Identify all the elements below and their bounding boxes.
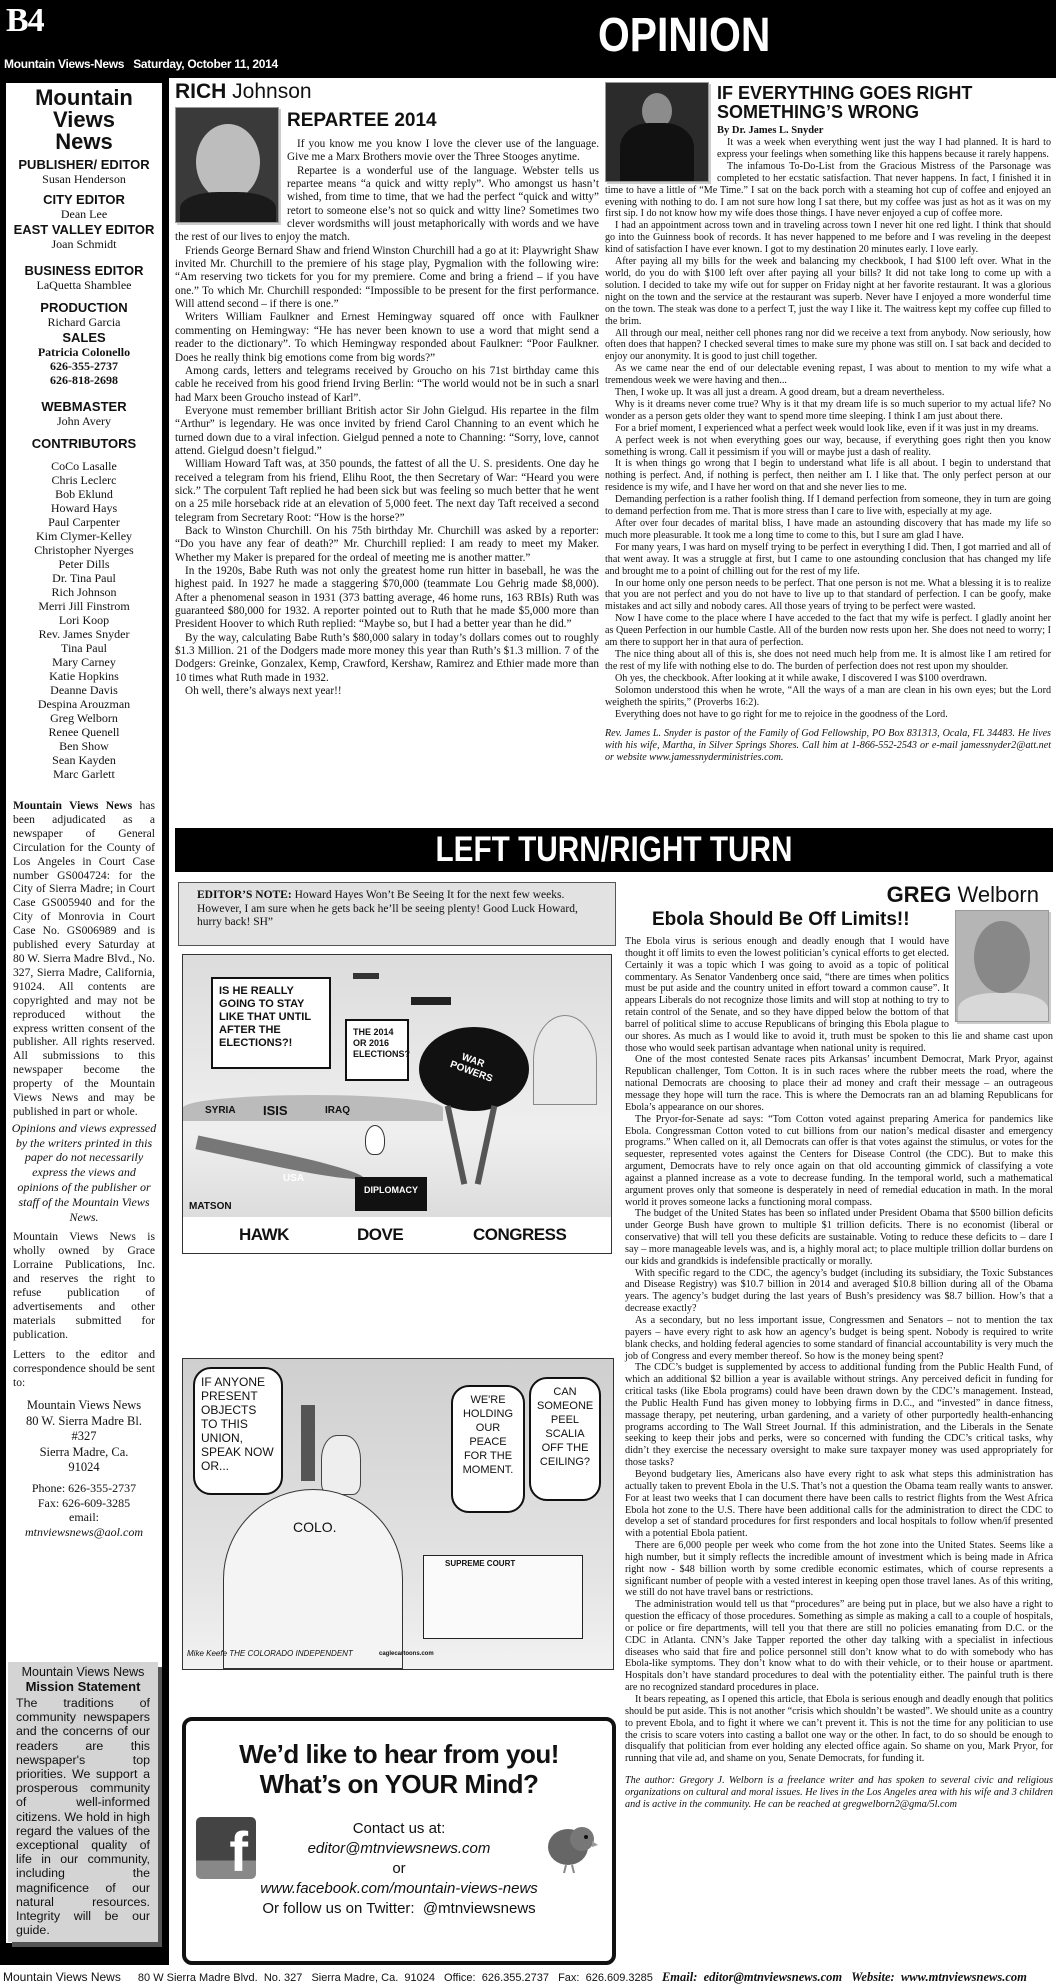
article-paragraph: The budget of the United States has been so inflated under President Obama that $500 billion deficits under George Bush have grown to multiple $1 trillion deficits. There is no economist (liberal or conservative) that will tell you these deficits are sustainable. Voting to reduce these deficits to – dare I say – more manageable levels was, and is, a highly moral act; to place multiple trillion dollar burdens on our kids and grandkids is indefensible practically or morally.: [625, 1208, 1053, 1267]
page-footer: [0, 1968, 1056, 1986]
contributor-name: CoCo Lasalle: [51, 459, 117, 473]
hawk-missile: [195, 1135, 364, 1184]
address-line: 91024: [68, 1460, 100, 1475]
map-label: SYRIA: [205, 1105, 236, 1116]
staff-name: John Avery: [56, 414, 112, 428]
article-paragraph: Back to Winston Churchill. On his 75th birthday Mr. Churchill was asked by a reporter: “Do you have any fear of death?” Mr. Churchill replied: I am ready to meet my Maker. Whether my Maker is prepared for the ordeal of meeting me is another matter.”: [175, 524, 599, 564]
fighter-jet-icon: [353, 973, 379, 979]
page-number: B4: [6, 2, 44, 39]
mission-statement: [8, 1662, 158, 1942]
section-banner: [175, 828, 1053, 872]
contributor-name: Peter Dills: [58, 557, 110, 571]
staff-name: LaQuetta Shamblee: [36, 278, 132, 292]
address-line: Mountain Views News: [26, 1398, 142, 1413]
mission-body: The traditions of community newspapers and the concerns of our readers are this newspaper's top priorities. We support a prosperous community of well-informed citizens. We hold in high regard the values of the exceptional quality of life in our community, including the magnificence of our natural resources. Integrity will be our guide.: [16, 1696, 150, 1938]
article-paragraph: If you know me you know I love the clever use of the language. Give me a Marx Brothers movie over the Three Stooges anytime.: [287, 138, 599, 164]
banner-text: LEFT TURN/RIGHT TURN: [435, 830, 793, 869]
facebook-icon[interactable]: f: [196, 1817, 256, 1879]
dove-icon: [365, 1125, 385, 1155]
map-label: ISIS: [263, 1103, 288, 1118]
article-paragraph: Repartee is a wonderful use of the language. Webster tells us repartee means “a quick and witty reply”. Who amongst us hasn’t wished, from time to time, that we had the perfect “quick and witty” retort to someone else’s not so quick and witty line? Sometimes two clever wordsmiths will joust metaphorically with words and we have the rest of our lives to enjoy the match.: [175, 164, 599, 244]
author-photo: [955, 910, 1049, 1022]
diplomacy-briefcase: DIPLOMACY: [355, 1177, 427, 1211]
byline-first: GREG: [886, 882, 952, 907]
article-paragraph: The CDC’s budget is supplemented by access to additional funding from the Public Health Fund, of which an additional $2 billion a year is available without strings. Any perceived deficit in funding for critical tasks (like Ebola programs) could have been drawn down by the CDC’s management. Instead, the Public Health Fund has given money to lobbying firms in D.C., and “invested” in dance fitness, massage therapy, pet neutering, urban gardening, and a variety of other purportedly health-enhancing programs according to The Wall Street Journal. If this administration, and the Liberals in the Senate seeking to keep their jobs and perks, were so concerned with funding the CDC’s critical tasks, why didn’t they exercise the necessary oversight to make sure taxpayer money was used appropriately for those tasks?: [625, 1362, 1053, 1469]
author-byline: By Dr. James L. Snyder: [717, 125, 824, 136]
article-paragraph: A perfect week is not when everything goes our way, because, if everything goes right then you know something is wrong. Call it pessimism if you will or maybe just a dash of reality.: [605, 434, 1051, 458]
contributor-name: Sean Kayden: [52, 753, 116, 767]
article-paragraph: The Ebola virus is serious enough and deadly enough that I would have thought it off limits to even the lowest politician’s cynical efforts to get elected. Certainly it was a topic which I was going to avoid as a topic of political commentary. As Senator Vandenberg once said, “there are times when politics must be put aside and the country united in effort toward a common cause”. It appears Liberals do not recognize those limits and will stop at nothing to try to retain control of the Senate, and so they have dipped below the bottom of that barrel of political slime to accuse Republicans of bringing this Ebola plague to our shores. As much as I would like to avoid it, truth must be spoken to this lie and shame cast upon those who would seek partisan advantage when national unity is required.: [625, 936, 1053, 1054]
fighter-jet-icon: [411, 997, 451, 1005]
staff-east-valley-editor: [10, 222, 158, 251]
address-line: Sierra Madre, Ca.: [39, 1444, 129, 1459]
caption-dove: DOVE: [357, 1225, 404, 1244]
byline-last: Welborn: [951, 882, 1039, 907]
contributor-name: Paul Carpenter: [48, 515, 120, 529]
editorial-cartoon-hawk-dove-congress: [182, 954, 612, 1254]
phone-number: Phone: 626-355-2737: [31, 1481, 137, 1496]
caption-congress: CONGRESS: [473, 1225, 567, 1244]
article-title: Ebola Should Be Off Limits!!: [652, 909, 910, 930]
contact-subheadline: What’s on YOUR Mind?: [259, 1769, 539, 1799]
staff-publisher: [10, 157, 158, 186]
contributor-name: Kim Clymer-Kelley: [35, 529, 133, 543]
article-paragraph: It was a week when everything went just the way I had planned. It is hard to express your feelings when something like this happens because it rarely happens.: [717, 137, 1051, 160]
contact-info: [10, 1481, 158, 1539]
caption-hawk: HAWK: [239, 1225, 289, 1244]
address-line: 80 W. Sierra Madre Bl.: [26, 1413, 142, 1428]
contributor-name: Christopher Nyerges: [34, 543, 134, 557]
cartoonist-signature: Mike Keefe THE COLORADO INDEPENDENT: [187, 1649, 353, 1658]
article-paragraph: Beyond budgetary lies, Americans also have every right to ask what steps this administration has actually taken to prevent Ebola in the U.S. That’s not a question the Obama team really wants to answer. For at least two weeks that I can document there have been calls to restrict flights from the West Africa Ebola hot zone to the U.S. There have been additional calls for the administration to direct the CDC to develop a set of standard procedures for first responders and local hospitals to follow when/if presented with a potential Ebola patient.: [625, 1468, 1053, 1540]
byline-last: Johnson: [226, 80, 312, 103]
staff-role: BUSINESS EDITOR: [24, 263, 144, 278]
ostrich-leg: [445, 1105, 468, 1184]
article-paragraph: The administration would tell us that “procedures” are being put in place, but we also have a right to question the efficacy of those procedures. Something as simple as making a call to a couple of hospitals, or police or fire departments, will tell you that there are still no policies emanating from D.C. or the CDC in Atlanta. CNN’s Jake Tapper reported the other day talking with a specialist in infectious diseases who said that fire and police personnel still don’t know what to do with somebody who has Ebola-like symptoms. They don’t know what to do with their vehicle, or to their house or apartment. Hospitals don’t have standard procedures to deal with the potentiality either. The painful truth is there are no recognized standard procedures in place.: [625, 1599, 1053, 1694]
contributor-name: Merri Jill Finstrom: [38, 599, 130, 613]
footer-address: 80 W Sierra Madre Blvd. No. 327: [137, 1972, 303, 1984]
article-paragraph: Everything does not have to go right for me to rejoice in the goodness of the Lord.: [615, 708, 948, 720]
footer-paper-name: Mountain Views News: [3, 1970, 121, 1984]
editorial-cartoon-supreme-court: [182, 1358, 614, 1670]
staff-role: PUBLISHER/ EDITOR: [18, 157, 150, 172]
contributors-heading: CONTRIBUTORS: [31, 436, 137, 451]
editors-note-text: Howard Hayes Won’t Be Seeing It for the next few weeks. However, I am sure when he gets back he’ll be seeing plenty! Good Luck Howard, hurry back! SH”: [197, 889, 578, 928]
article-body: [605, 137, 1051, 720]
article-paragraph: Among cards, letters and telegrams received by Groucho on his 71st birthday came this cable he received from his good friend Irving Berlin: “The world would not be in such a snarl had Marx been Groucho instead of Karl”.: [175, 364, 599, 404]
footer-fax: Fax: 626.609.3285: [558, 1972, 653, 1984]
article-paragraph: Then, I woke up. It was all just a dream. A good dream, but a dream nevertheless.: [615, 387, 945, 399]
footer-city: Sierra Madre, Ca. 91024: [311, 1972, 435, 1984]
author-bio: The author: Gregory J. Welborn is a freelance writer and has spoken to several civic and religious organizations on cultural and moral issues. He lives in the Los Angeles area with his wife and 3 children and is active in the community. He can be reached at gregwelborn2@gma/5l.com: [625, 1775, 1053, 1811]
article-paragraph: With specific regard to the CDC, the agency’s budget (including its subsidiary, the Toxic Substances and Disease Registry) was $10.7 billion in 2014 and averaged $10.8 billion during all of the Obama years. The agency’s budget during the last years of Bush’s presidency was $8.7 billion. How’s that a decrease exactly?: [625, 1267, 1053, 1315]
dateline: Mountain Views-News Saturday, October 11, 2014: [4, 57, 278, 71]
article-paragraph: Demanding perfection is a rather foolish thing. If I demand perfection from someone, they in turn are going to demand perfection from me. That is more stress than I care to live with, especially at my age.: [605, 494, 1051, 518]
contact-email-link[interactable]: editor@mtnviewsnews.com: [307, 1840, 491, 1857]
staff-phone: 626-818-2698: [50, 373, 118, 387]
staff-role: EAST VALLEY EDITOR: [13, 222, 155, 237]
contributor-name: Lori Koop: [58, 613, 110, 627]
contributor-name: Rev. James Snyder: [38, 627, 130, 641]
legal-text: has been adjudicated as a newspaper of General Circulation for the County of Los Angeles in Court Case number GS004724: for the City of Sierra Madre; in Court Case GS005940 and for the City of Monrovia in Court Case No. GS006989 and is published every Saturday at 80 W. Sierra Madre Blvd., No. 327, Sierra Madre, California, 91024. All contents are copyrighted and may not be reproduced without the express written consent of the publisher. All rights reserved. All submissions to this newspaper become the property of the Mountain Views News and may be published in part or whole.: [13, 799, 156, 1118]
paper-name-line: News: [55, 129, 113, 154]
contributor-name: Mary Carney: [52, 655, 116, 669]
article-paragraph: For many years, I was hard on myself trying to be perfect in everything I did. Then, I got married and all of that went away. It was a struggle at first, but I came to one astounding conclusion that has changed my life and brought me to a point of chilling out for the rest of my life.: [605, 541, 1051, 577]
ostrich-leg: [475, 1105, 498, 1184]
author-bio: Rev. James L. Snyder is pastor of the Family of God Fellowship, PO Box 831313, Ocala, FL 34483. He lives with his wife, Martha, in Silver Springs Shores. Call him at 1-866-552-2543 or e-mail jamessnyder2@att.net or website www.jamessnyderministries.com.: [605, 728, 1051, 764]
twitter-line[interactable]: Or follow us on Twitter: @mtnviewsnews: [262, 1900, 536, 1917]
missile-label: USA: [283, 1173, 305, 1184]
article-paragraph: Solomon understood this when he wrote, “All the ways of a man are clean in his own eyes; but the Lord weigheth the spirits,” (Proverbs 16:2).: [605, 684, 1051, 708]
staff-name: Patricia Colonello: [37, 345, 131, 359]
map-label: IRAQ: [325, 1105, 350, 1116]
officiant-figure: [301, 1405, 315, 1481]
article-paragraph: It is when things go wrong that I begin to understand what life is all about. I begin to understand that nothing is perfect. And, if nothing is perfect, then neither am I. I like that. The only perfect person at our residence is my wife, and I have her word on that and she never lies to me.: [605, 458, 1051, 494]
mission-subtitle: Mission Statement: [25, 1679, 141, 1694]
article-paragraph: The infamous To-Do-List from the Gracious Mistress of the Parsonage was completed to her ecstatic satisfaction. That never happens. In fact, I finished it in time to have a little of “Me Time.” I sat on the back porch with a steaming hot cup of coffee and enjoyed an evening with nothing to do. I am not sure how long I sat there, but my coffee was just as hot as it was on my first sip. I do not know how my wife does those things. I have never enjoyed a cup of coffee more.: [605, 160, 1051, 220]
contributor-name: Marc Garlett: [53, 767, 115, 781]
author-photo: [175, 107, 279, 223]
mailing-address: [10, 1398, 158, 1475]
cartoonist-signature: MATSON: [189, 1201, 232, 1212]
editors-note-label: EDITOR’S NOTE:: [197, 889, 292, 901]
staff-sales: [10, 330, 158, 387]
twitter-bird-icon[interactable]: [542, 1817, 598, 1875]
contributor-name: Bob Eklund: [55, 487, 113, 501]
fax-number: Fax: 626-609-3285: [37, 1495, 131, 1510]
speech-bubble: THE 2014 OR 2016 ELECTIONS?: [345, 1019, 409, 1081]
mountain-label: COLO.: [293, 1519, 337, 1535]
speech-bubble: IS HE REALLY GOING TO STAY LIKE THAT UNTIL AFTER THE ELECTIONS?!: [211, 977, 331, 1069]
contributor-name: Rich Johnson: [51, 585, 117, 599]
article-paragraph: The nice thing about all of this is, she does not need much help from me. It is almost like I am retired for the rest of my life with nothing else to do. The burden of perfection does not rest upon my shoulder.: [605, 648, 1051, 672]
address-line: #327: [71, 1429, 97, 1444]
speech-bubble: CAN SOMEONE PEEL SCALIA OFF THE CEILING?: [529, 1377, 601, 1501]
brides-figures: [321, 1435, 361, 1495]
staff-role: SALES: [62, 330, 106, 345]
contributor-name: Despina Arouzman: [37, 697, 131, 711]
staff-name: Richard Garcia: [47, 315, 121, 329]
column-byline: [625, 882, 1053, 908]
contributor-name: Chris Leclerc: [51, 473, 117, 487]
footer-email[interactable]: Email: editor@mtnviewsnews.com: [661, 1970, 843, 1984]
staff-role: WEBMASTER: [41, 399, 127, 414]
contributor-name: Ben Show: [59, 739, 109, 753]
facebook-link[interactable]: www.facebook.com/mountain-views-news: [260, 1880, 538, 1897]
contributor-name: Katie Hopkins: [49, 669, 119, 683]
article-paragraph: One of the most contested Senate races pits Arkansas’ incumbent Democrat, Mark Pryor, against Republican challenger, Tom Cotton. It is in such races where the rubber meets the road, where the national Democrats are choosing to place their ad money and craft their message – an outrageous message they hope will turn the race. This is where the Democrats ran an ad blaming Republicans for Ebola’s appearance on our shores.: [625, 1054, 1053, 1113]
footer-website[interactable]: Website: www.mtnviewsnews.com: [851, 1970, 1027, 1984]
legal-notice: [10, 799, 158, 1119]
contact-us-box: [182, 1717, 616, 1965]
masthead: [0, 0, 1056, 78]
staff-business-editor: [10, 263, 158, 292]
article-paragraph: William Howard Taft was, at 350 pounds, the fattest of all the U. S. presidents. One day he received a telegram from his friend, Elihu Root, the then Secretary of War: “Heard you were sick.” The corpulent Taft replied he had been sick but was feeling so much better that he went on a 25 mile horseback ride at an elevation of 5,000 feet. The next day Taft received a second telegram from Secretary Root: “How is the horse?”: [175, 458, 599, 524]
footer-office-phone: Office: 626.355.2737: [444, 1972, 550, 1984]
greg-welborn-column: [625, 882, 1053, 1811]
article-paragraph: The Pryor-for-Senate ad says: “Tom Cotton voted against preparing America for pandemics like Ebola. Congressman Cotton voted to cut billions from our nation’s medical disaster and emergency programs.” When called on it, all Democrats can offer is that votes against the stimulus, or votes for the sequester, represented votes against the Centers for Disease Control (the CDC). But to make this argument, Democrats have to rely once again on that old accounting gimmick of classifying a vote against a planned increase as a vote to decrease funding. In the temporal world, such a mathematical argument proves only that someone is desperately in need of remedial education in math. In the moral world it proves someone lacks a functioning moral compass.: [625, 1113, 1053, 1208]
staff-phone: 626-355-2737: [50, 359, 118, 373]
section-title: OPINION: [598, 9, 771, 62]
rich-johnson-column: [175, 80, 599, 698]
letters-notice: Letters to the editor and correspondence should be sent to:: [13, 1348, 155, 1390]
contact-or: or: [392, 1860, 406, 1877]
article-paragraph: I had an appointment across town and in traveling across town I never hit one red light. I think that should go into the Guinness book of records. It has never happened to me before and I was reveling in the deepest kind of satisfaction I have ever known. I got to my destination 20 minutes early. I love early.: [605, 220, 1051, 256]
staff-city-editor: [10, 192, 158, 221]
building-label: SUPREME COURT: [445, 1559, 516, 1568]
author-photo: [605, 82, 709, 182]
contributors-list: [10, 459, 158, 781]
cartoon-credit: caglecartoons.com: [379, 1651, 434, 1657]
column-byline: [175, 80, 599, 104]
snyder-column: [605, 82, 1051, 764]
contributor-name: Greg Welborn: [50, 711, 118, 725]
article-paragraph: In the 1920s, Babe Ruth was not only the greatest home run hitter in baseball, he was the highest paid. In 1927 he made a staggering $70,000 (teammate Lou Gehrig made $8,000). After a phenomenal season in 1931 (373 batting average, 46 home runs, 163 RBIs) Ruth was guaranteed $80,000 for 1932. A reporter pointed out to Ruth that he made $5,000 more than President Hoover to which Ruth replied: “Maybe so, but I had a better year than he did.”: [175, 565, 599, 631]
article-paragraph: For a brief moment, I experienced what a perfect week would look like, even if it was just in my dreams.: [615, 422, 1039, 434]
article-title: REPARTEE 2014: [287, 110, 437, 131]
staff-role: PRODUCTION: [40, 300, 128, 315]
contributor-name: Howard Hays: [50, 501, 118, 515]
speech-bubble: WE'RE HOLDING OUR PEACE FOR THE MOMENT.: [451, 1385, 525, 1513]
article-paragraph: Friends George Bernard Shaw and friend Winston Churchill had a go at it: Playwright Shaw invited Mr. Churchill to the premiere of his stage play, Pygmalion with the following wire: “Am reserving two tickets for you for my premiere. Come and bring a friend – if you have one.” To which Mr. Churchill responded: “Impossible to be present for the first performance. Will attend second – if there is one.”: [175, 244, 599, 311]
paper-name: [10, 87, 158, 153]
contributor-name: Dr. Tina Paul: [52, 571, 116, 585]
speech-bubble: IF ANYONE PRESENT OBJECTS TO THIS UNION, SPEAK NOW OR...: [193, 1367, 283, 1495]
article-paragraph: As we came near the end of our delectable evening repast, I was about to mention to my wife what a tremendous week we were having and then...: [605, 363, 1051, 387]
staff-production: [10, 300, 158, 329]
article-paragraph: Why is it dreams never come true? Why is it that my dream life is so much superior to my actual life? No wonder as a person gets older they want to spend more time sleeping. I think I am just about there.: [605, 398, 1051, 422]
staff-name: Susan Henderson: [42, 172, 126, 186]
mission-title: Mountain Views News: [21, 1665, 145, 1679]
paper-name-line: Views: [53, 107, 115, 132]
article-paragraph: All through our meal, neither cell phones rang nor did we receive a text from anybody. Now seriously, how often does that happen? I checked several times to make sure my phone was still on. I sat back and decided to enjoy our anonymity. It is good to just chill together.: [605, 327, 1051, 363]
contact-headline: We’d like to hear from you!: [239, 1739, 559, 1769]
article-paragraph: After paying all my bills for the week and balancing my checkbook, I had $100 left over. What in the world, do you do with $100 left over after paying all your bills? It did not take long to come up with a solution. I decided to take my wife out for supper on Friday night at her favorite restaurant. It was a glorious night on the town and the service at the restaurant was superb. Never have I enjoyed a more wonderful time on the town. The steak was done to a perfect T, just the way I like it. The waitress kept my coffee cup filled to the brim.: [605, 256, 1051, 327]
paper-name-line: Mountain: [35, 85, 133, 110]
article-paragraph: There are 6,000 people per week who come from the hot zone into the United States. Seems like a high number, but it simply reflects the incredible amount of investment which is being made in Africa right now - $48 billion worth by some credible economic estimates, which of course represents a significant number of people with a vested interest in keeping open those travel lanes. As of this writing, we still do not have travel bans or restrictions.: [625, 1540, 1053, 1599]
contributor-name: Deanne Davis: [50, 683, 118, 697]
article-paragraph: Writers William Faulkner and Ernest Hemingway squared off once with Faulkner commenting on Hemingway: “He has never been known to use a word that might send a reader to the dictionary”. To which Hemingway responded about Faulkner: “Poor Faulkner. Does he really think big emotions come from big words?”: [175, 311, 599, 364]
staff-name: Joan Schmidt: [51, 237, 117, 251]
byline-first: RICH: [175, 80, 227, 103]
article-paragraph: In our home only one person needs to be perfect. That one person is not me. What a blessing it is to realize that you are not perfect and you do not have to live up to that standard of perfection. I can be goofy, make mistakes and act silly and nobody cares. All those years of trying to be perfect were wasted.: [605, 577, 1051, 613]
capitol-dome: [533, 1015, 597, 1105]
legal-lead: Mountain Views News: [13, 799, 133, 812]
mountain: [223, 1489, 403, 1669]
ownership-notice: Mountain Views News is wholly owned by Grace Lorraine Publications, Inc. and reserves the right to refuse publication of advertisements and other materials submitted for publication.: [13, 1230, 155, 1342]
article-paragraph: It bears repeating, as I opened this article, that Ebola is serious enough and deadly enough that politics should be put aside. This is not another “crisis which shouldn’t be wasted”. We should unite as a country to prevent Ebola, and to fight it where we can’t prevent it. This is not the time for any politician to use the crisis to scare voters into casting a ballot one way or the other. In fact, to do so should be enough to disqualify that politician from ever holding any elected office again. So shame on you, Mark Pryor, for running that vile ad, and shame on you, Senate Democrats, for funding it.: [625, 1694, 1053, 1765]
staff-role: CITY EDITOR: [43, 192, 125, 207]
article-body: [625, 936, 1053, 1765]
title-line: IF EVERYTHING GOES RIGHT: [717, 83, 973, 103]
staff-name: Dean Lee: [60, 207, 108, 221]
article-paragraph: Now I have come to the place where I have acceded to the fact that my wife is perfect. I gladly anoint her as Queen Perfection in our humble Castle. All of the burden now rests upon her. She does not need to worry; I am there to support her in that aura of perfection.: [605, 613, 1051, 649]
contact-label: Contact us at:: [352, 1820, 446, 1837]
article-paragraph: As a secondary, but no less important issue, Congressmen and Senators – not to mention the tax payers – have every right to ask how an agency’s budget is being spent. Nobody is required to write blank checks, and holding federal agencies to some standard of financial accountability is very much the job of Congress and every member thereof. So how is the money being spent?: [625, 1315, 1053, 1362]
editors-note: [178, 882, 616, 946]
ostrich-label: WAR POWERS: [448, 1051, 494, 1085]
email-label: email:: [69, 1510, 99, 1525]
contributor-name: Tina Paul: [61, 641, 107, 655]
article-paragraph: Everyone must remember brilliant British actor Sir John Gielgud. His repartee in the film “Arthur” is legendary. He was once invited by friend Carol Channing to an event which he turned down due to a viral infection. Gielgud penned a note to Channing: “Sorry, love, cannot attend. Gielgud doesn’t fielgud.”: [175, 404, 599, 457]
article-paragraph: After over four decades of marital bliss, I have made an astounding discovery that has made my life so much more pleasurable. It took me a long time to come to this, but I sure am glad I have.: [605, 518, 1051, 541]
title-line: SOMETHING’S WRONG: [717, 102, 919, 122]
article-paragraph: By the way, calculating Babe Ruth’s $80,000 salary in today’s dollars comes out to roughly $1.3 Million. 21 of the Dodgers made more money this year than Ruth’s $1.3 million. 7 of the Dodgers: Greinke, Gonzalex, Kemp, Crawford, Kershaw, Ramirez and Ethier made more than 10 times what Ruth made in 1932.: [175, 631, 599, 684]
staff-webmaster: [10, 399, 158, 428]
email-link[interactable]: mtnviewsnews@aol.com: [24, 1524, 144, 1539]
article-paragraph: Oh well, there’s always next year!!: [185, 685, 342, 698]
article-paragraph: Oh yes, the checkbook. After looking at it while awake, I discovered I was $100 overdrawn.: [615, 672, 987, 684]
contributor-name: Renee Quenell: [48, 725, 120, 739]
opinion-disclaimer: Opinions and views expressed by the writers printed in this paper do not necessarily express the views and opinions of the publisher or staff of the Mountain Views News.: [11, 1120, 157, 1224]
